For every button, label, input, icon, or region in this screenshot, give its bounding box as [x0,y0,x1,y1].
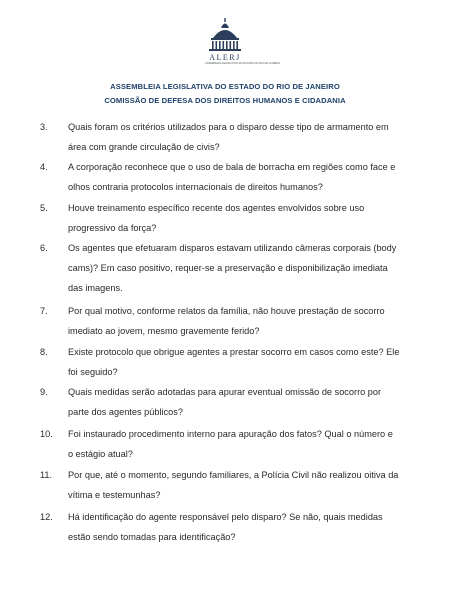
question-number: 7. [40,306,48,316]
alerj-logo [205,18,281,76]
question-item [40,382,400,422]
question-item [40,507,400,547]
question-number: 9. [40,387,48,397]
question-number: 6. [40,243,48,253]
question-number: 5. [40,203,48,213]
question-text: Por qual motivo, conforme relatos da família, não houve prestação de socorro imediato ao jovem, mesmo gravemente ferido? [68,306,385,336]
capitol-dome-icon [207,18,243,52]
question-item [40,157,400,197]
question-text: Os agentes que efetuaram disparos estavam utilizando câmeras corporais (body cams)? Em caso positivo, requer-se a preservação e disponibilização imediata das imagens. [68,243,397,293]
question-number: 12. [40,512,53,522]
question-text: Há identificação do agente responsável pelo disparo? Se não, quais medidas estão sendo tomadas para identificação? [68,512,383,542]
question-item [40,238,400,298]
question-text: Por que, até o momento, segundo familiares, a Polícia Civil não realizou oitiva da vítima e testemunhas? [68,470,399,500]
question-item [40,198,400,238]
logo-subtitle: ASSEMBLEIA LEGISLATIVA DO ESTADO DO RIO DE JANEIRO [205,62,281,65]
question-text: Quais medidas serão adotadas para apurar eventual omissão de socorro por parte dos agentes públicos? [68,387,382,417]
header-commission-title: COMISSÃO DE DEFESA DOS DIREITOS HUMANOS E CIDADANIA [104,96,346,105]
question-text: Foi instaurado procedimento interno para apuração dos fatos? Qual o número e o estágio atual? [68,429,393,459]
question-item [40,117,400,157]
question-number: 8. [40,347,48,357]
question-item [40,465,400,505]
question-text: A corporação reconhece que o uso de bala de borracha em regiões como face e olhos contraria protocolos internacionais de direitos humanos? [68,162,396,192]
logo-text: ALERJ [209,53,241,62]
question-text: Quais foram os critérios utilizados para o disparo desse tipo de armamento em área com grande circulação de civis? [68,122,389,152]
question-number: 4. [40,162,48,172]
question-number: 3. [40,122,48,132]
question-text: Houve treinamento específico recente dos agentes envolvidos sobre uso progressivo da força? [68,203,365,233]
question-item [40,424,400,464]
header-assembly-title: ASSEMBLEIA LEGISLATIVA DO ESTADO DO RIO DE JANEIRO [110,82,340,91]
question-item [40,301,400,341]
question-text: Existe protocolo que obrigue agentes a prestar socorro em casos como este? Ele foi seguido? [68,347,400,377]
question-number: 11. [40,470,53,480]
question-number: 10. [40,429,53,439]
question-item [40,342,400,382]
